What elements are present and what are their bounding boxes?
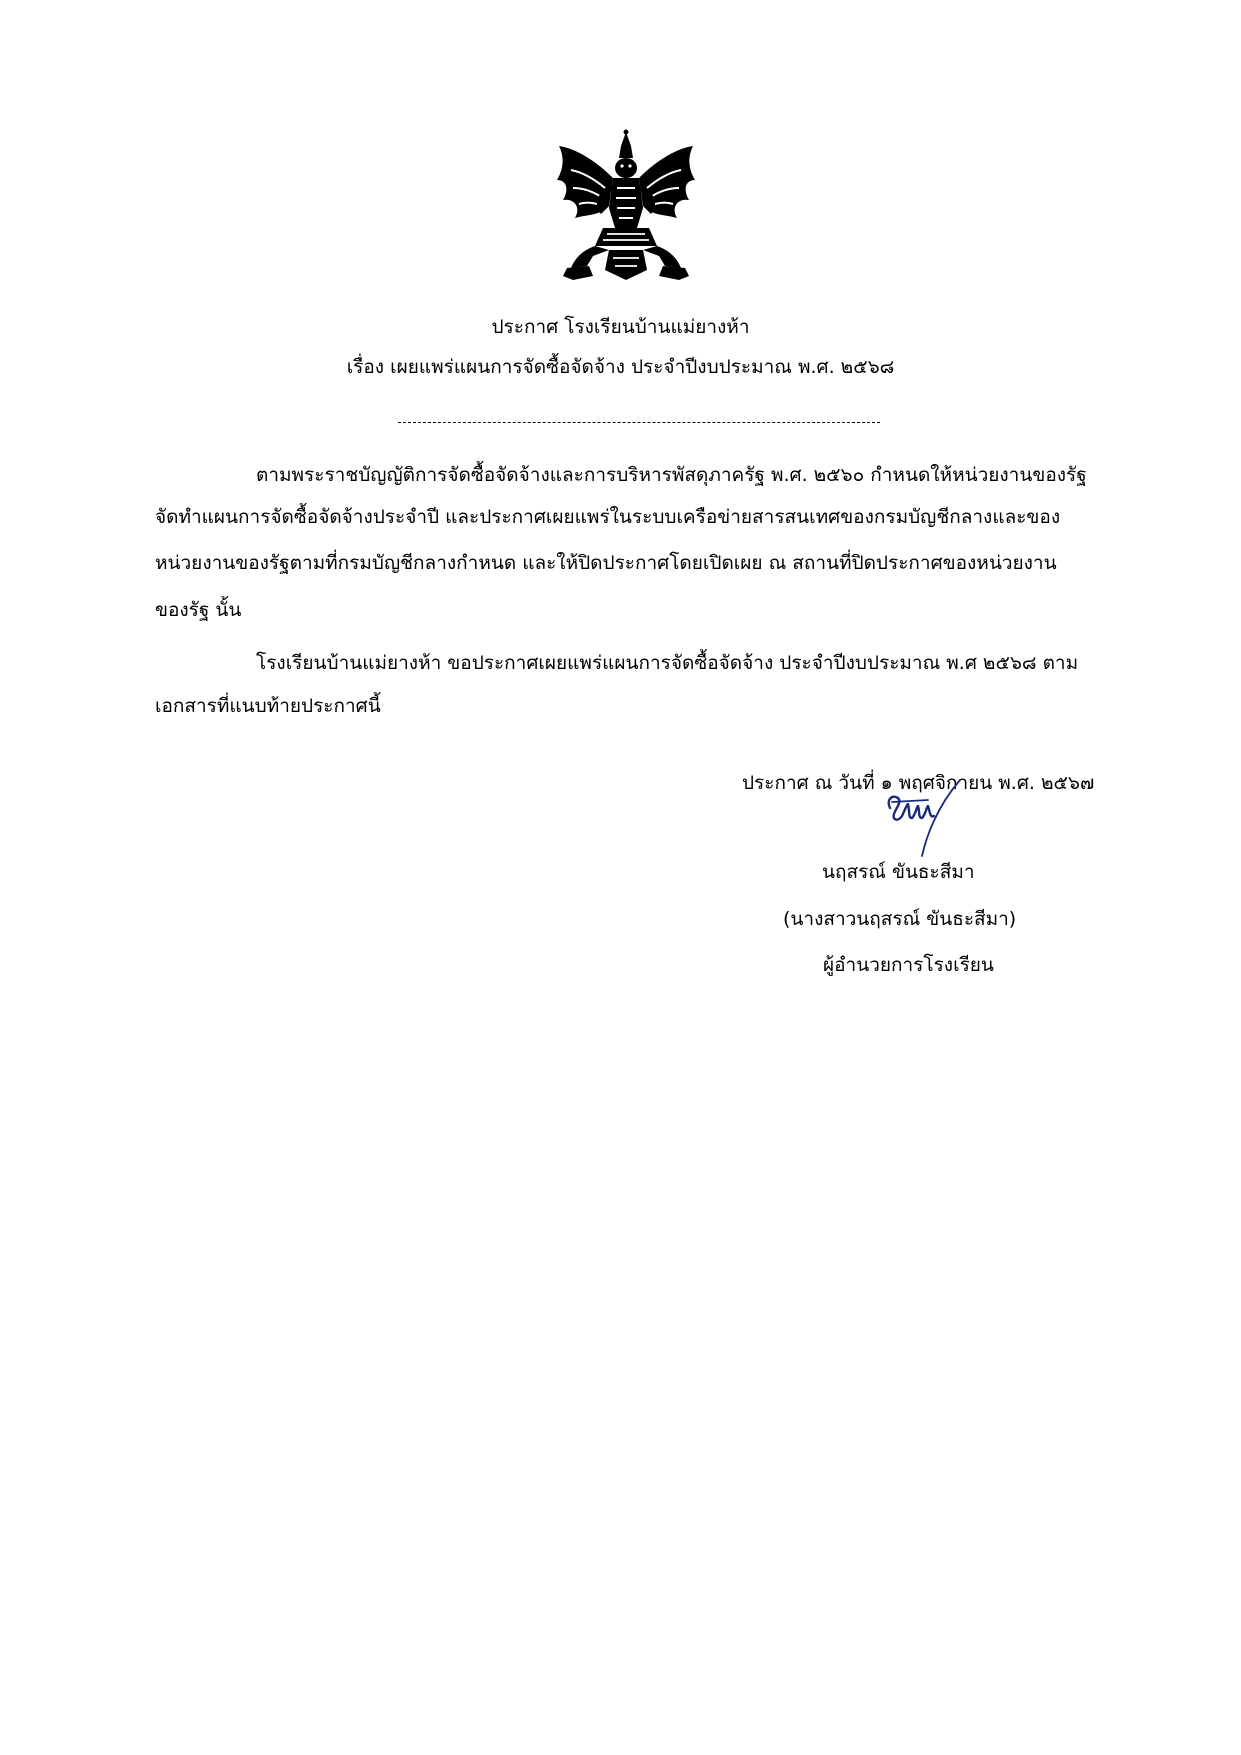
separator-line xyxy=(398,422,880,423)
signer-full-name: (นางสาวนฤสรณ์ ขันธะสีมา) xyxy=(783,908,1017,930)
signer-name: นฤสรณ์ ขันธะสีมา xyxy=(822,861,975,883)
announcement-title: ประกาศ โรงเรียนบ้านแม่ยางห้า xyxy=(491,316,750,338)
announcement-subject: เรื่อง เผยแพร่แผนการจัดซื้อจัดจ้าง ประจำปีงบประมาณ พ.ศ. ๒๕๖๘ xyxy=(346,356,895,378)
body-paragraph-1-line-4: ของรัฐ นั้น xyxy=(155,599,242,621)
signer-position: ผู้อำนวยการโรงเรียน xyxy=(823,954,994,976)
signature-icon xyxy=(882,778,982,858)
body-paragraph-1-line-1: ตามพระราชบัญญัติการจัดซื้อจัดจ้างและการบริหารพัสดุภาครัฐ พ.ศ. ๒๕๖๐ กำหนดให้หน่วยงานของรัฐ xyxy=(256,464,1087,486)
announcement-date: ประกาศ ณ วันที่ ๑ พฤศจิกายน พ.ศ. ๒๕๖๗ xyxy=(742,772,1095,794)
body-paragraph-1-line-3: หน่วยงานของรัฐตามที่กรมบัญชีกลางกำหนด และให้ปิดประกาศโดยเปิดเผย ณ สถานที่ปิดประกาศของหน่วยงาน xyxy=(155,552,1057,574)
body-paragraph-2-line-1: โรงเรียนบ้านแม่ยางห้า ขอประกาศเผยแพร่แผนการจัดซื้อจัดจ้าง ประจำปีงบประมาณ พ.ศ ๒๕๖๘ ตาม xyxy=(256,652,1079,674)
garuda-emblem-icon xyxy=(553,128,699,286)
body-paragraph-1-line-2: จัดทำแผนการจัดซื้อจัดจ้างประจำปี และประกาศเผยแพร่ในระบบเครือข่ายสารสนเทศของกรมบัญชีกลางและของ xyxy=(155,506,1061,528)
body-paragraph-2-line-2: เอกสารที่แนบท้ายประกาศนี้ xyxy=(155,695,381,717)
